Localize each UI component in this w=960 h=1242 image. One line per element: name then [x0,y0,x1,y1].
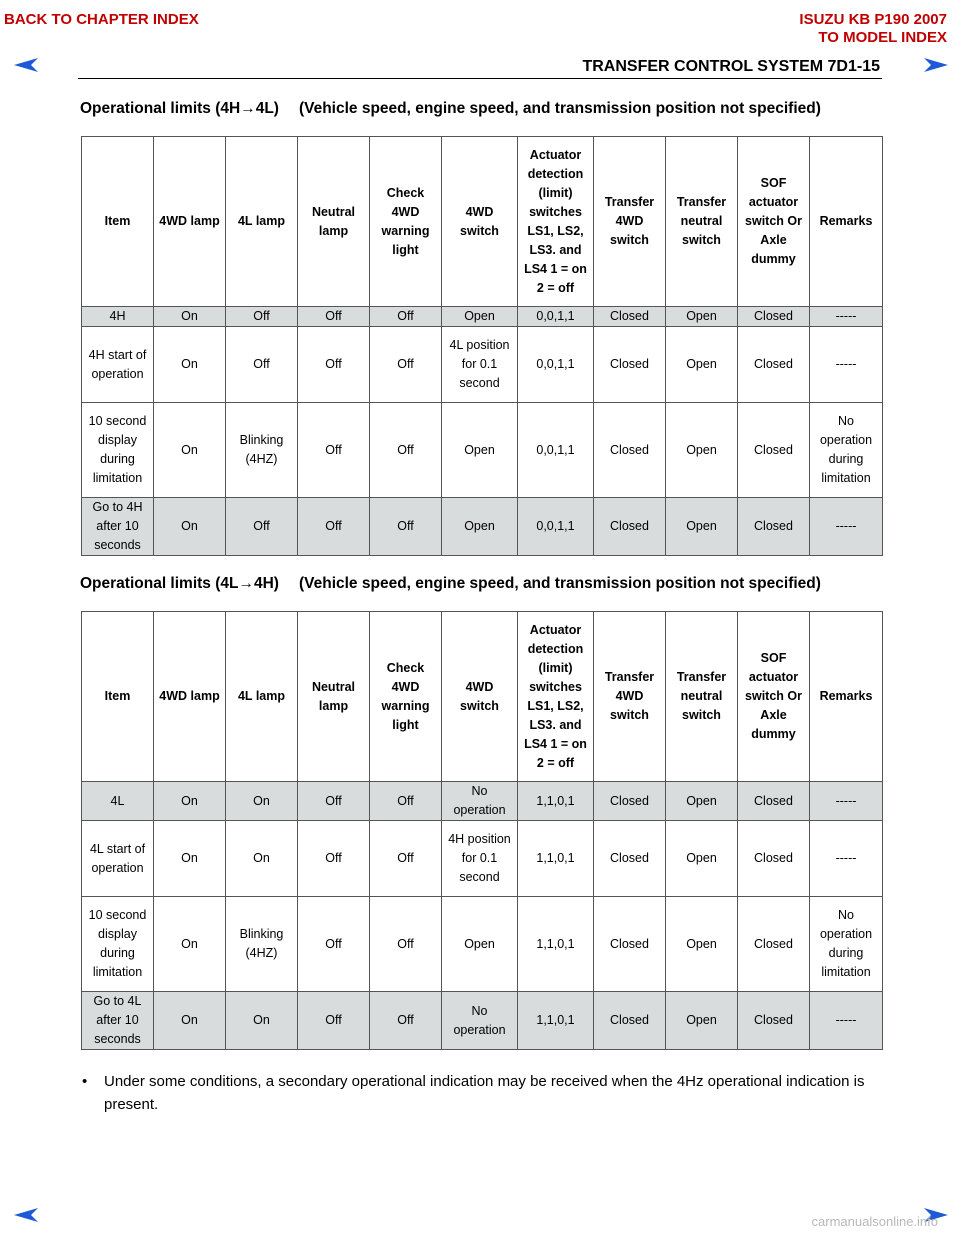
table-cell: Go to 4L after 10 seconds [82,992,154,1050]
column-header: 4L lamp [226,137,298,307]
column-header: Check 4WD warning light [370,612,442,782]
column-header: Item [82,612,154,782]
previous-page-arrow-icon[interactable] [14,1208,38,1222]
table-cell: 0,0,1,1 [518,403,594,498]
column-header: 4L lamp [226,612,298,782]
table-cell: Closed [738,498,810,556]
column-header: Transfer neutral switch [666,137,738,307]
table-cell: Closed [738,992,810,1050]
table-cell: ----- [810,992,883,1050]
section1-title [80,100,821,118]
table-cell: Off [298,821,370,897]
table-cell: 0,0,1,1 [518,307,594,327]
table-cell: Closed [738,897,810,992]
table-cell: No operation [442,782,518,821]
table-cell: Closed [594,327,666,403]
table-cell: On [154,307,226,327]
table-cell: 4L [82,782,154,821]
table-cell: Go to 4H after 10 seconds [82,498,154,556]
column-header: Check 4WD warning light [370,137,442,307]
table-cell: 1,1,0,1 [518,782,594,821]
table-cell: Off [370,327,442,403]
column-header: 4WD lamp [154,137,226,307]
table-cell: No operation during limitation [810,897,883,992]
table-cell: Open [442,897,518,992]
column-header: Transfer neutral switch [666,612,738,782]
table-cell: ----- [810,782,883,821]
previous-page-arrow-icon[interactable] [14,58,38,72]
back-to-chapter-index-link[interactable]: BACK TO CHAPTER INDEX [4,11,199,28]
table-header-row [82,612,883,782]
table-cell: 4H position for 0.1 second [442,821,518,897]
table-cell: 0,0,1,1 [518,327,594,403]
model-title: ISUZU KB P190 2007 [799,11,947,28]
table-cell: On [226,782,298,821]
table-cell: Open [666,782,738,821]
table-cell: On [154,403,226,498]
table-cell: Open [442,498,518,556]
table-cell: On [154,821,226,897]
table-row [82,897,883,992]
table-cell: Off [370,897,442,992]
table-row [82,498,883,556]
table-cell: Off [370,307,442,327]
table-cell: Off [370,498,442,556]
table-cell: Open [666,897,738,992]
page-header-title: TRANSFER CONTROL SYSTEM 7D1-15 [582,58,880,75]
section2-title-prefix: Operational limits (4L [80,575,239,592]
section1-title-note: (Vehicle speed, engine speed, and transmission position not specified) [298,100,821,117]
watermark: carmanualsonline.info [811,1214,938,1229]
footnote [82,1070,882,1116]
table-cell: Closed [738,307,810,327]
table-cell: 1,1,0,1 [518,821,594,897]
table-cell: 4H start of operation [82,327,154,403]
operational-limits-table-4l-to-4h [81,611,883,1050]
operational-limits-table-4h-to-4l [81,136,883,556]
table-row [82,403,883,498]
bullet-icon: • [82,1073,88,1090]
table-cell: Closed [594,498,666,556]
table-cell: Open [666,821,738,897]
table-cell: Closed [594,821,666,897]
column-header: 4WD switch [442,612,518,782]
table-cell: Open [442,403,518,498]
table-row [82,821,883,897]
column-header: Remarks [810,612,883,782]
column-header: SOF actuator switch Or Axle dummy [738,612,810,782]
table-cell: Off [226,307,298,327]
table-cell: On [154,782,226,821]
table-cell: ----- [810,307,883,327]
table-cell: Off [298,782,370,821]
section2-title-arrow: → [238,575,254,592]
table-cell: 4H [82,307,154,327]
to-model-index-link[interactable]: TO MODEL INDEX [818,29,947,46]
section2-title [80,575,821,593]
table-cell: No operation [442,992,518,1050]
table-row [82,327,883,403]
section1-title-prefix: Operational limits (4H [80,100,241,117]
table-cell: Open [442,307,518,327]
column-header: Actuator detection (limit) switches LS1, LS2, LS3. and LS4 1 = on 2 = off [518,137,594,307]
table-cell: Blinking (4HZ) [226,897,298,992]
header-divider [78,78,882,79]
column-header: Transfer 4WD switch [594,612,666,782]
table-cell: Off [226,327,298,403]
section1-title-suffix: 4L) [255,100,279,117]
section2-title-note: (Vehicle speed, engine speed, and transmission position not specified) [298,575,821,592]
table-cell: Off [298,992,370,1050]
table-cell: Closed [738,403,810,498]
column-header: Transfer 4WD switch [594,137,666,307]
table-cell: On [154,992,226,1050]
table-cell: On [154,498,226,556]
column-header: Actuator detection (limit) switches LS1, LS2, LS3. and LS4 1 = on 2 = off [518,612,594,782]
table-cell: 1,1,0,1 [518,992,594,1050]
table-cell: 10 second display during limitation [82,897,154,992]
table-cell: Off [370,992,442,1050]
table-cell: Off [298,403,370,498]
footnote-text: Under some conditions, a secondary operational indication may be received when the 4Hz operational indication is present. [104,1073,865,1113]
table-cell: Open [666,327,738,403]
table-cell: ----- [810,821,883,897]
column-header: Item [82,137,154,307]
table-cell: Blinking (4HZ) [226,403,298,498]
table-cell: On [154,327,226,403]
column-header: Neutral lamp [298,612,370,782]
table-cell: Off [370,403,442,498]
table-cell: Closed [738,782,810,821]
table-row [82,782,883,821]
table-cell: On [154,897,226,992]
table-cell: On [226,992,298,1050]
table-cell: Open [666,498,738,556]
table-cell: Closed [738,821,810,897]
table-cell: 1,1,0,1 [518,897,594,992]
table-cell: Off [298,327,370,403]
table-cell: Closed [594,992,666,1050]
table-cell: No operation during limitation [810,403,883,498]
table-cell: 4L start of operation [82,821,154,897]
column-header: 4WD switch [442,137,518,307]
table-cell: ----- [810,498,883,556]
section1-title-arrow: → [240,100,256,117]
table-row [82,307,883,327]
table-cell: Off [370,821,442,897]
table-cell: Open [666,403,738,498]
table-cell: Off [298,307,370,327]
column-header: Remarks [810,137,883,307]
table-cell: ----- [810,327,883,403]
table-cell: Off [298,498,370,556]
column-header: SOF actuator switch Or Axle dummy [738,137,810,307]
next-page-arrow-icon[interactable] [924,58,948,72]
column-header: Neutral lamp [298,137,370,307]
table-cell: Closed [594,897,666,992]
table-cell: Off [226,498,298,556]
table-cell: Off [370,782,442,821]
table-cell: On [226,821,298,897]
table-header-row [82,137,883,307]
table-cell: 10 second display during limitation [82,403,154,498]
table-cell: Closed [738,327,810,403]
table-cell: Open [666,992,738,1050]
table-cell: 0,0,1,1 [518,498,594,556]
table-cell: 4L position for 0.1 second [442,327,518,403]
column-header: 4WD lamp [154,612,226,782]
table-row [82,992,883,1050]
table-cell: Closed [594,307,666,327]
table-cell: Closed [594,403,666,498]
table-cell: Closed [594,782,666,821]
section2-title-suffix: 4H) [253,575,279,592]
table-cell: Off [298,897,370,992]
table-cell: Open [666,307,738,327]
